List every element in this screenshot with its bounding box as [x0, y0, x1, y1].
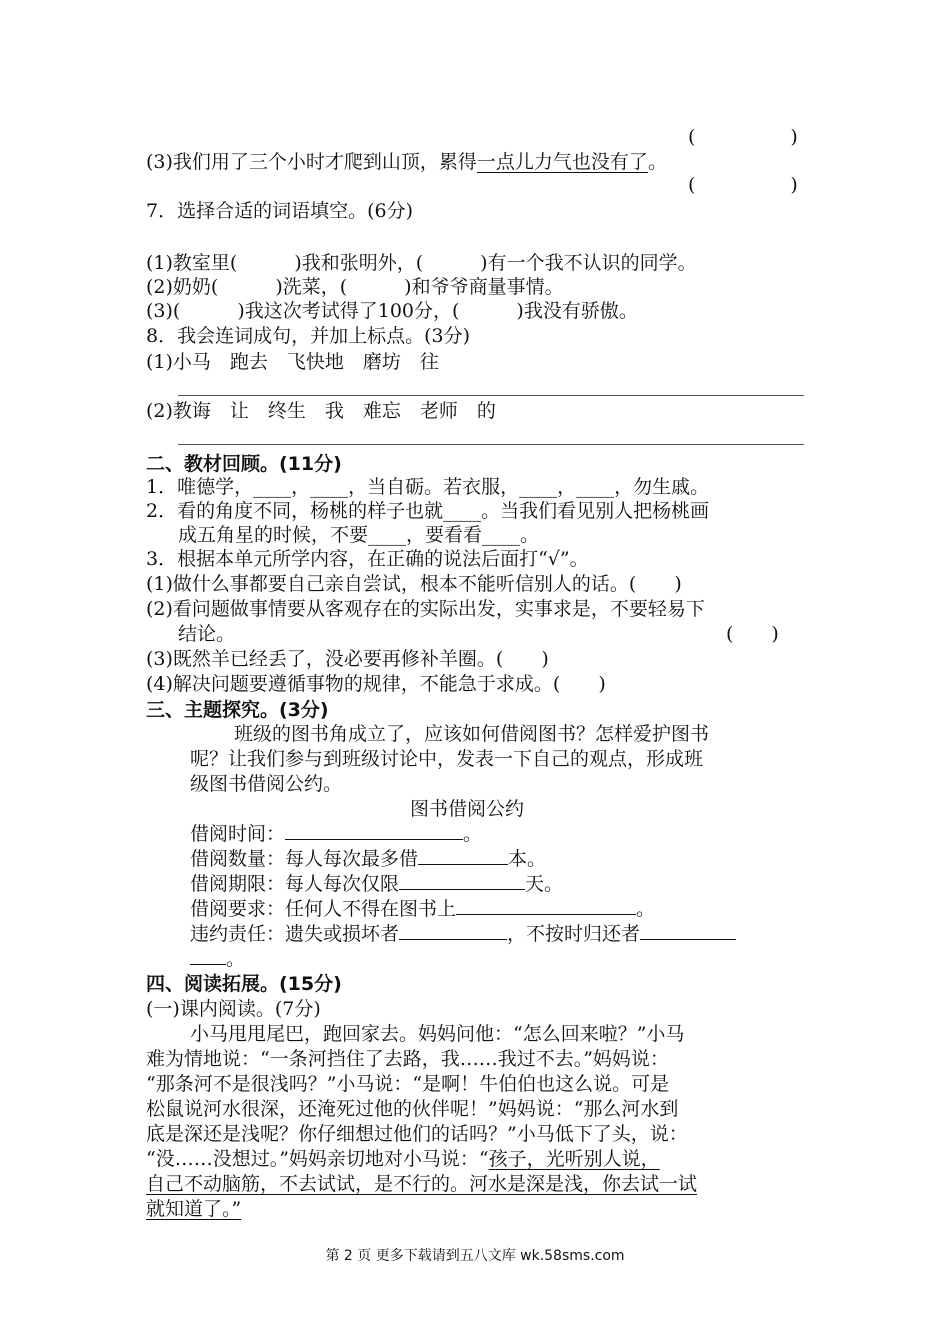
- convention-title: 图书借阅公约: [410, 798, 525, 820]
- row-end: 。: [226, 948, 246, 970]
- answer-paren: ( ): [688, 126, 798, 148]
- convention-row: [190, 846, 546, 872]
- option-item: (2)看问题做事情要从客观存在的实际出发，实事求是，不要轻易下: [146, 598, 705, 620]
- reading-line: 难为情地说：“一条河挡住了去路，我……我过不去。”妈妈说：: [146, 1048, 669, 1070]
- question-item: [146, 149, 667, 175]
- answer-line: [178, 444, 804, 445]
- row-end: 天。: [525, 873, 564, 895]
- option-item: (3)既然羊已经丢了，没必要再修补羊圈。( ): [146, 648, 549, 670]
- underlined-text: 一点儿力气也没有了: [476, 151, 648, 173]
- convention-row: [190, 871, 563, 897]
- convention-row: [190, 921, 736, 947]
- section-title: 二、教材回顾。(11分): [146, 453, 342, 475]
- convention-row: [190, 821, 482, 847]
- underlined-text: 就知道了。”: [146, 1198, 242, 1220]
- answer-paren: ( ): [726, 623, 779, 645]
- question-item: 成五角星的时候，不要____，要看看____。: [178, 524, 540, 546]
- row-label: 借阅期限：每人每次仅限: [190, 873, 400, 895]
- reading-text: “没……没想过。”妈妈亲切地对小马说：“: [146, 1148, 489, 1170]
- section-title: 四、阅读拓展。(15分): [146, 973, 342, 995]
- option-item: 结论。: [178, 623, 236, 645]
- answer-paren: ( ): [688, 174, 798, 196]
- reading-line: 小马甩甩尾巴，跑回家去。妈妈问他：“怎么回来啦？”小马: [190, 1023, 685, 1045]
- underlined-text: 孩子，光听别人说，: [488, 1148, 660, 1170]
- row-label: 借阅时间：: [190, 823, 286, 845]
- reading-line: [146, 1146, 660, 1172]
- convention-row: [190, 896, 655, 922]
- question-item: (3)( )我这次考试得了100分，( )我没有骄傲。: [146, 300, 638, 322]
- answer-line: [178, 395, 804, 396]
- question-title: 8．我会连词成句，并加上标点。(3分): [146, 325, 471, 347]
- reading-line: 松鼠说河水很深，还淹死过他的伙伴呢！”妈妈说：“那么河水到: [146, 1098, 679, 1120]
- subsection-title: (一)课内阅读。(7分): [146, 998, 321, 1020]
- row-label: 借阅要求：任何人不得在图书上: [190, 898, 457, 920]
- row-mid: ，不按时归还者: [507, 923, 641, 945]
- question-item: 2．看的角度不同，杨桃的样子也就____。当我们看见别人把杨桃画: [146, 500, 710, 522]
- fill-blank[interactable]: [399, 921, 507, 940]
- question-item: 1．唯德学，____，____，当自砺。若衣服，____，____，勿生戚。: [146, 476, 710, 498]
- underlined-text: 自己不动脑筋，不去试试，是不行的。河水是深是浅，你去试一试: [146, 1173, 698, 1195]
- question-item: (1)教室里( )我和张明外，( )有一个我不认识的同学。: [146, 252, 697, 274]
- option-item: (1)做什么事都要自己亲自尝试，根本不能听信别人的话。( ): [146, 573, 682, 595]
- row-label: 借阅数量：每人每次最多借: [190, 848, 419, 870]
- fill-blank[interactable]: [456, 896, 636, 915]
- question-item: (2)教诲 让 终生 我 难忘 老师 的: [146, 400, 496, 422]
- convention-row: [190, 946, 245, 972]
- paragraph-line: 级图书借阅公约。: [190, 773, 343, 795]
- row-end: 本。: [508, 848, 547, 870]
- question-title: 7．选择合适的词语填空。(6分): [146, 200, 414, 222]
- fill-blank[interactable]: [418, 846, 508, 865]
- paragraph-line: 呢？让我们参与到班级讨论中，发表一下自己的观点，形成班: [190, 748, 704, 770]
- question-item: (2)奶奶( )洗菜，( )和爷爷商量事情。: [146, 276, 564, 298]
- fill-blank[interactable]: [190, 946, 226, 965]
- section-title: 三、主题探究。(3分): [146, 699, 329, 721]
- question-item: 3．根据本单元所学内容，在正确的说法后面打“√”。: [146, 548, 589, 570]
- item-text: (3)我们用了三个小时才爬到山顶，累得: [146, 151, 477, 173]
- paragraph-line: 班级的图书角成立了，应该如何借阅图书？怎样爱护图书: [234, 723, 710, 745]
- row-label: 违约责任：遗失或损坏者: [190, 923, 400, 945]
- fill-blank[interactable]: [640, 921, 736, 940]
- fill-blank[interactable]: [285, 821, 463, 840]
- reading-line: 底是深还是浅呢？你仔细想过他们的话吗？”小马低下了头，说：: [146, 1123, 688, 1145]
- option-item: (4)解决问题要遵循事物的规律，不能急于求成。( ): [146, 673, 606, 695]
- reading-line: “那条河不是很浅吗？”小马说：“是啊！牛伯伯也这么说。可是: [146, 1073, 670, 1095]
- fill-blank[interactable]: [399, 871, 525, 890]
- row-end: 。: [636, 898, 656, 920]
- page-footer: 第 2 页 更多下载请到五八文库 wk.58sms.com: [325, 1248, 625, 1264]
- question-item: (1)小马 跑去 飞快地 磨坊 往: [146, 351, 439, 373]
- item-text: 。: [647, 151, 667, 173]
- row-end: 。: [463, 823, 483, 845]
